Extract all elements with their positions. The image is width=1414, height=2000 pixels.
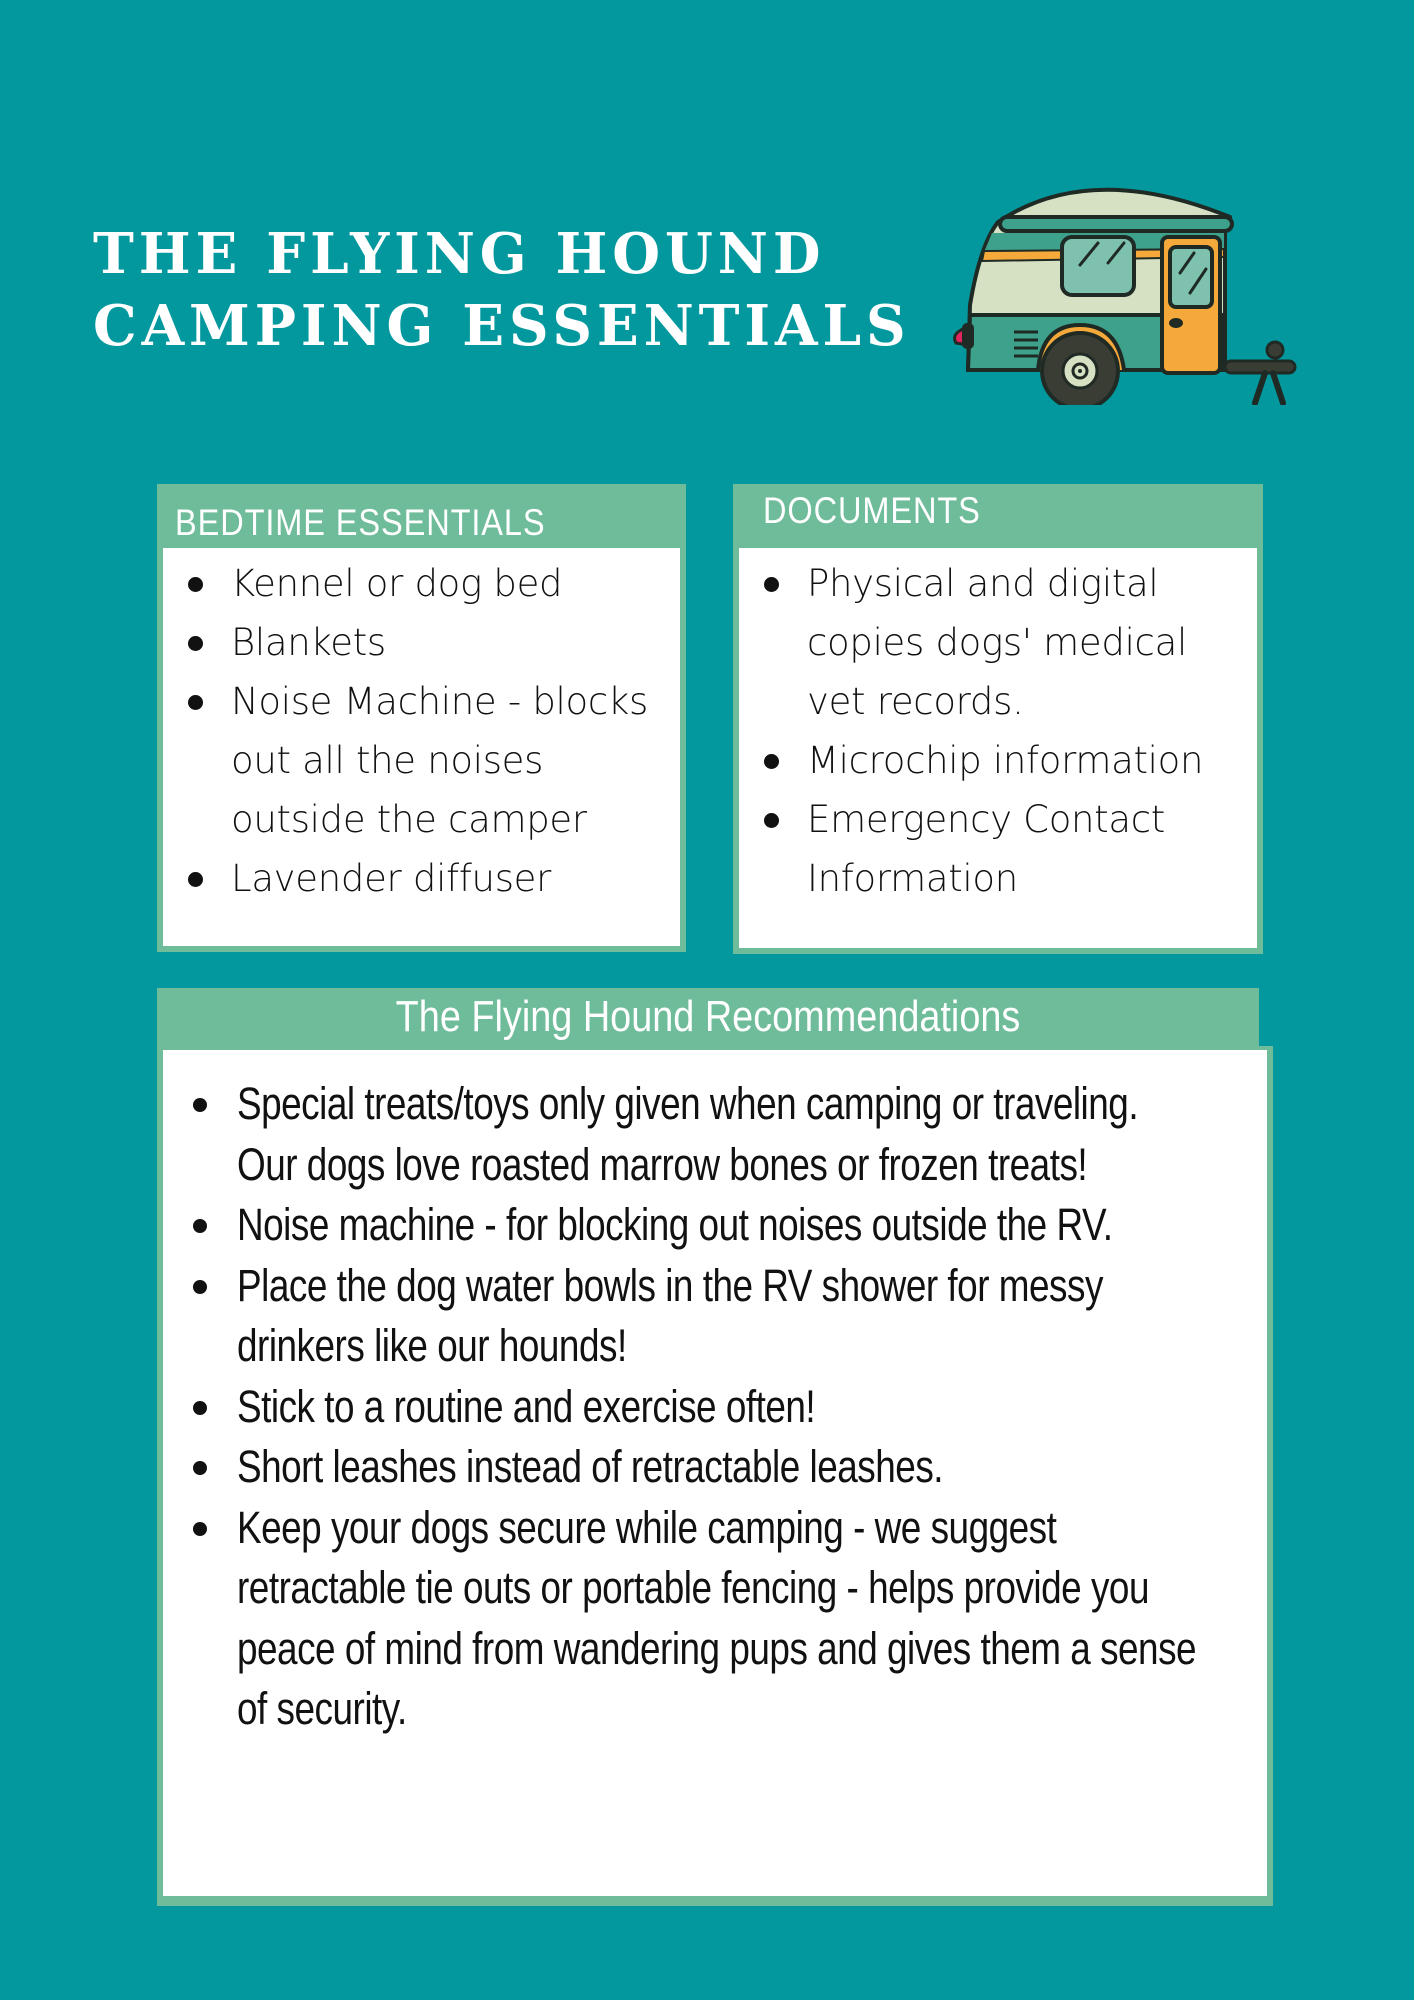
- list-item: Blankets: [187, 613, 677, 672]
- title-line-2: CAMPING ESSENTIALS: [93, 293, 911, 359]
- documents-card: [733, 484, 1263, 954]
- list-item: Noise Machine - blocks out all the noises outside the camper: [187, 672, 677, 849]
- recommendations-card: [157, 1046, 1273, 1906]
- recommendations-heading: The Flying Hound Recommendations: [395, 992, 1021, 1041]
- list-item: [187, 1498, 1247, 1740]
- list-item: Microchip information: [763, 731, 1253, 790]
- list-item: [187, 1437, 1247, 1498]
- list-item: Lavender diffuser: [187, 849, 677, 908]
- list-item: Physical and digital copies dogs' medical vet records.: [763, 554, 1253, 731]
- recommendations-list: [187, 1074, 1247, 1740]
- list-item: [187, 1195, 1247, 1256]
- list-item: Emergency Contact Information: [763, 790, 1253, 908]
- bedtime-essentials-list: [187, 554, 677, 908]
- bedtime-essentials-card: [157, 484, 686, 952]
- recommendations-header-bar: [157, 988, 1259, 1046]
- list-item-text: Keep your dogs secure while camping - we suggest retractable tie outs or portable fencing - helps provide you peace of mind from wandering pups and gives them a sense of security.: [237, 1501, 1197, 1734]
- list-item: Kennel or dog bed: [187, 554, 677, 613]
- recommendations-body: [163, 1050, 1267, 1896]
- title-line-1: THE FLYING HOUND: [93, 221, 826, 287]
- list-item-text: Special treats/toys only given when camping or traveling. Our dogs love roasted marrow bones or frozen treats!: [237, 1078, 1139, 1190]
- bedtime-essentials-heading: BEDTIME ESSENTIALS: [175, 502, 546, 543]
- documents-list: [763, 554, 1253, 908]
- list-item: [187, 1256, 1247, 1377]
- documents-body: [739, 548, 1257, 948]
- page-title: [93, 218, 910, 362]
- list-item-text: Short leashes instead of retractable leashes.: [237, 1441, 944, 1492]
- list-item-text: Noise machine - for blocking out noises outside the RV.: [237, 1199, 1113, 1250]
- list-item: [187, 1074, 1247, 1195]
- documents-heading: DOCUMENTS: [763, 490, 981, 531]
- list-item: [187, 1377, 1247, 1438]
- bedtime-essentials-body: [163, 548, 680, 946]
- camper-trailer-icon: [940, 165, 1300, 405]
- list-item-text: Stick to a routine and exercise often!: [237, 1380, 816, 1432]
- list-item-text: Place the dog water bowls in the RV shower for messy drinkers like our hounds!: [237, 1259, 1103, 1371]
